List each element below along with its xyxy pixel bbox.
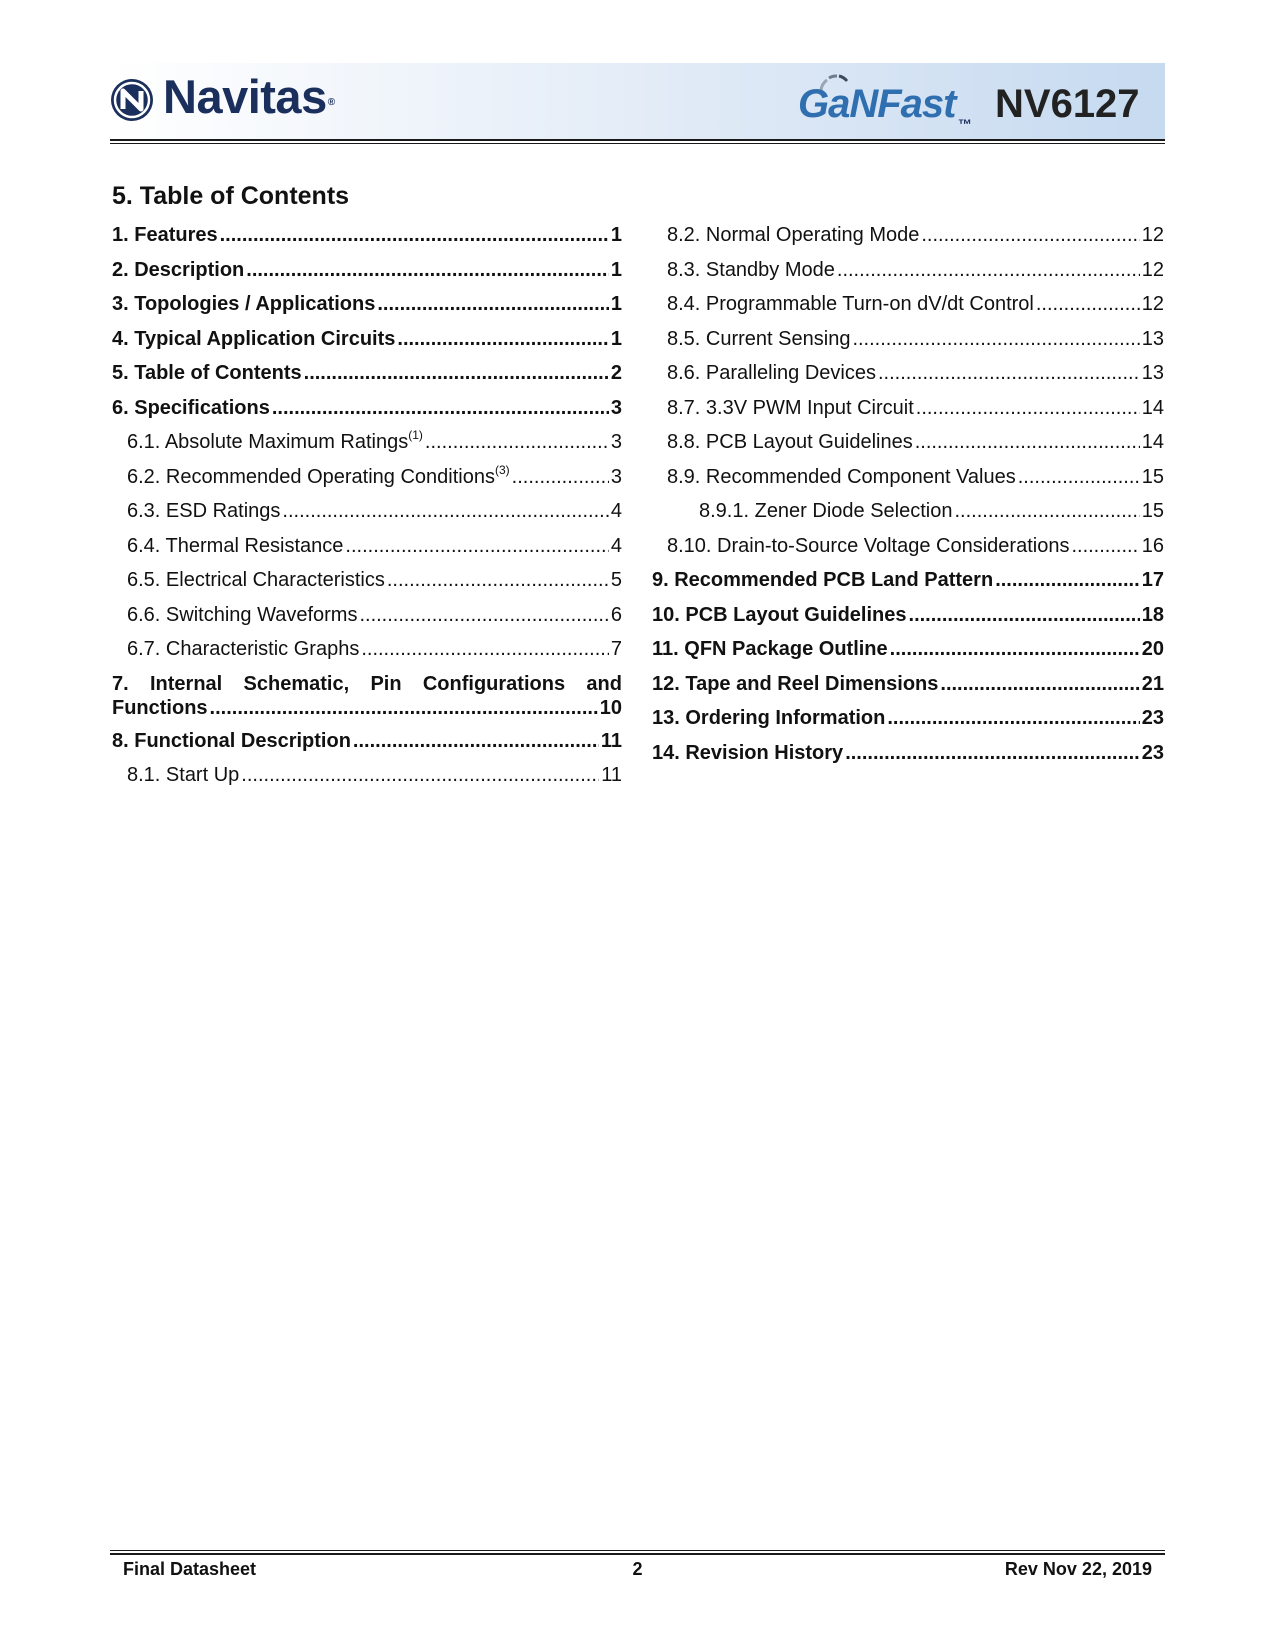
toc-entry[interactable]: 3. Topologies / Applications ..... 1 (112, 287, 622, 322)
toc-entry[interactable]: 11. QFN Package Outline ..... 20 (652, 632, 1164, 667)
toc-right-column (652, 218, 1164, 770)
toc-entry[interactable]: 4. Typical Application Circuits ..... 1 (112, 322, 622, 357)
leader-dots (837, 253, 1140, 288)
leader-dots (282, 494, 608, 529)
leader-dots (397, 322, 608, 357)
toc-entry[interactable]: 6.5. Electrical Characteristics ..... 5 (112, 563, 622, 598)
leader-dots (995, 563, 1140, 598)
toc-entry[interactable]: 6.7. Characteristic Graphs ..... 7 (112, 632, 622, 667)
footer-doc-status: Final Datasheet (123, 1559, 257, 1579)
toc-left-column (112, 218, 622, 793)
toc-entry[interactable]: 8. Functional Description ..... 11 (112, 724, 622, 759)
leader-dots (887, 701, 1139, 736)
toc-entry[interactable]: 8.8. PCB Layout Guidelines ..... 14 (652, 425, 1164, 460)
toc-entry[interactable]: 12. Tape and Reel Dimensions ..... 21 (652, 667, 1164, 702)
leader-dots (241, 758, 599, 793)
navitas-logo-icon (110, 78, 154, 122)
leader-dots (359, 598, 608, 633)
toc-title: 5. Table of Contents (112, 182, 350, 210)
leader-dots (377, 287, 609, 322)
toc-entry[interactable]: 2. Description ..... 1 (112, 253, 622, 288)
toc-entry[interactable]: 6.2. Recommended Operating Conditions$^{(3)}$ ..... 3 (112, 460, 622, 495)
page-footer (110, 1555, 1165, 1583)
footer-divider-thin (110, 1550, 1165, 1551)
leader-dots (909, 598, 1140, 633)
toc-entry[interactable]: 6.1. Absolute Maximum Ratings$^{(1)}$ ..... 3 (112, 425, 622, 460)
header-divider (110, 139, 1165, 141)
navitas-logo (110, 70, 335, 126)
leader-dots (1036, 287, 1140, 322)
leader-dots (387, 563, 609, 598)
toc-entry[interactable]: 6.6. Switching Waveforms ..... 6 (112, 598, 622, 633)
toc-entry-line1: 7. Internal Schematic, Pin Configurations and (112, 672, 622, 695)
leader-dots (512, 460, 609, 495)
leader-dots (272, 391, 609, 426)
ganfast-wordmark: GaNFast (798, 82, 956, 126)
toc-entry-wrapped[interactable] (112, 672, 622, 720)
toc-entry[interactable]: 8.6. Paralleling Devices ..... 13 (652, 356, 1164, 391)
toc-entry[interactable]: 8.9.1. Zener Diode Selection ..... 15 (652, 494, 1164, 529)
header-divider-thin (110, 143, 1165, 144)
footer-revision: Rev Nov 22, 2019 (1004, 1559, 1152, 1579)
leader-dots (1018, 460, 1140, 495)
leader-dots (361, 632, 609, 667)
toc-entry[interactable]: 8.4. Programmable Turn-on dV/dt Control ..... 12 (652, 287, 1164, 322)
trademark-symbol: ™ (957, 116, 972, 132)
toc-entry[interactable]: 8.5. Current Sensing ..... 13 (652, 322, 1164, 357)
leader-dots (210, 696, 598, 720)
toc-entry[interactable]: 8.10. Drain-to-Source Voltage Considerations ..... 16 (652, 529, 1164, 564)
toc-entry[interactable]: 9. Recommended PCB Land Pattern ..... 17 (652, 563, 1164, 598)
toc-entry[interactable]: 10. PCB Layout Guidelines ..... 18 (652, 598, 1164, 633)
leader-dots (940, 667, 1139, 702)
leader-dots (921, 218, 1139, 253)
footer-page-number: 2 (632, 1559, 643, 1579)
leader-dots (845, 736, 1140, 771)
toc-entry[interactable]: 1. Features ..... 1 (112, 218, 622, 253)
leader-dots (246, 253, 609, 288)
ganfast-logo (798, 70, 972, 132)
leader-dots (345, 529, 608, 564)
toc-entry[interactable]: 6. Specifications ..... 3 (112, 391, 622, 426)
leader-dots (304, 356, 609, 391)
leader-dots (915, 425, 1140, 460)
toc-entry[interactable]: 14. Revision History ..... 23 (652, 736, 1164, 771)
toc-entry[interactable]: 8.2. Normal Operating Mode ..... 12 (652, 218, 1164, 253)
leader-dots (916, 391, 1140, 426)
toc-entry[interactable]: 8.9. Recommended Component Values ..... 15 (652, 460, 1164, 495)
toc-entry[interactable]: 6.4. Thermal Resistance ..... 4 (112, 529, 622, 564)
leader-dots (890, 632, 1140, 667)
navitas-wordmark: Navitas® (163, 70, 335, 123)
leader-dots (852, 322, 1139, 357)
toc-entry[interactable]: 5. Table of Contents ..... 2 (112, 356, 622, 391)
leader-dots (220, 218, 609, 253)
toc-entry[interactable]: 8.7. 3.3V PWM Input Circuit ..... 14 (652, 391, 1164, 426)
toc-entry[interactable]: 8.1. Start Up ..... 11 (112, 758, 622, 793)
leader-dots (1071, 529, 1139, 564)
toc-entry-line2: Functions ..... 10 (112, 696, 622, 720)
toc-entry[interactable]: 8.3. Standby Mode ..... 12 (652, 253, 1164, 288)
leader-dots (955, 494, 1140, 529)
leader-dots (353, 724, 599, 759)
part-number: NV6127 (995, 82, 1140, 126)
leader-dots (878, 356, 1140, 391)
toc-entry[interactable]: 6.3. ESD Ratings ..... 4 (112, 494, 622, 529)
leader-dots (425, 425, 609, 460)
toc-entry[interactable]: 13. Ordering Information ..... 23 (652, 701, 1164, 736)
